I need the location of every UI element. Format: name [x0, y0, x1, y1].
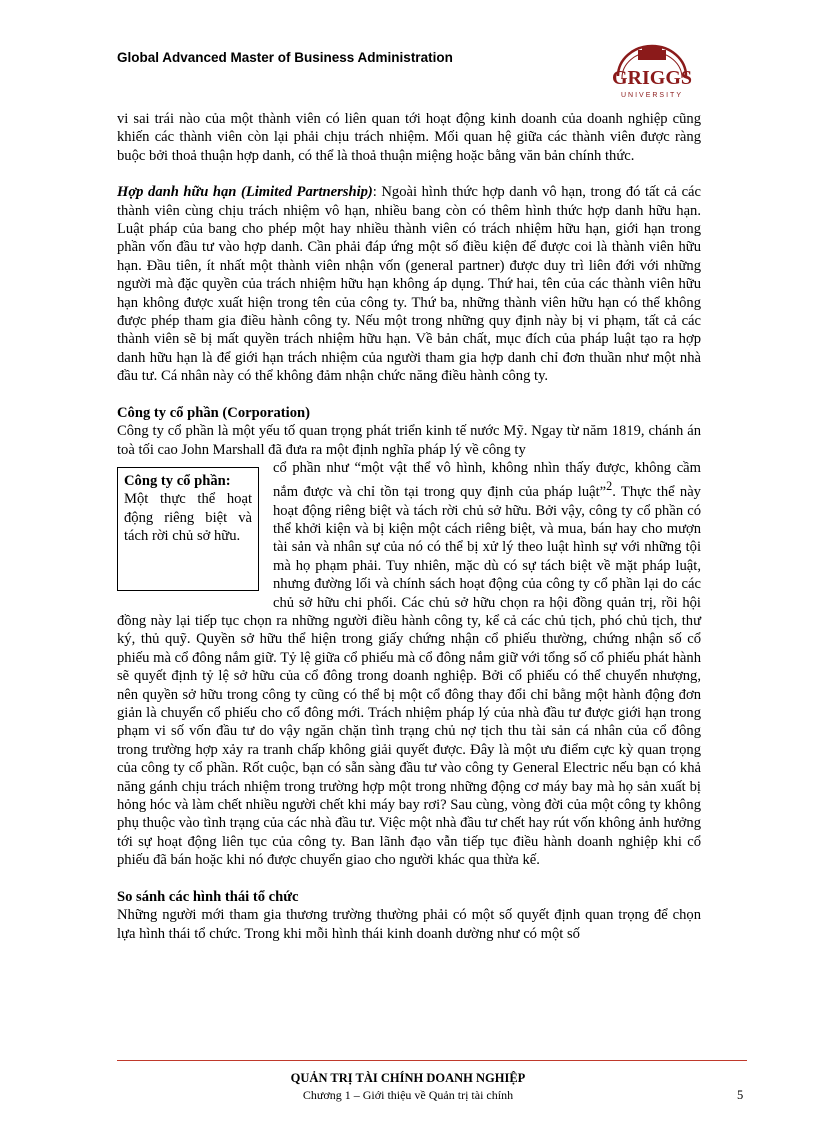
callout-body: Một thực thể hoạt động riêng biệt và tách rời chủ sở hữu. [124, 491, 252, 545]
paragraph-general-partnership: vi sai trái nào của một thành viên có liên quan tới hoạt động kinh doanh của doanh nghiệp cũng khiến các thành viên còn lại phải chịu trách nhiệm. Mối quan hệ giữa các thành viên được ràng buộc bởi thoả thuận hợp danh, có thể là thoả thuận miệng hoặc bằng văn bản chính thức. [117, 111, 701, 164]
term-limited-partnership: Hợp danh hữu hạn (Limited Partnership) [117, 184, 373, 201]
callout-title: Công ty cổ phần: [124, 472, 231, 489]
heading-comparison: So sánh các hình thái tổ chức [117, 888, 299, 905]
page-number: 5 [737, 1088, 744, 1102]
paragraph-comparison: Những người mới tham gia thương trường thường phải có một số quyết định quan trọng để chọn lựa hình thái tổ chức. Trong khi mỗi hình thái kinh doanh dường như có một số [117, 907, 701, 942]
definition-callout-box [117, 467, 259, 591]
heading-corporation: Công ty cổ phần (Corporation) [117, 404, 310, 421]
paragraph-limited-partnership [117, 183, 701, 385]
griggs-university-logo [598, 40, 706, 106]
document-body [117, 110, 701, 943]
footer-divider [117, 1060, 747, 1061]
footer-title: QUẢN TRỊ TÀI CHÍNH DOANH NGHIỆP [290, 1071, 526, 1085]
paragraph-corporation-intro: Công ty cổ phần là một yếu tố quan trọng phát triển kinh tế nước Mỹ. Ngay từ năm 1819, chánh án toà tối cao John Marshall đã đưa ra một định nghĩa pháp lý về công ty [117, 423, 701, 458]
limited-partnership-text: : Ngoài hình thức hợp danh vô hạn, trong đó tất cả các thành viên cùng chịu trách nhiệm vô hạn, nhiều bang còn có thêm hình thức hợp danh hữu hạn. Luật pháp của bang cho phép một hay nhiều thành viên có trách nhiệm hữu hạn, giới hạn trong phần vốn đầu tư vào hợp danh. Cần phải đáp ứng một số điều kiện để được coi là thành viên hữu hạn. Đầu tiên, ít nhất một thành viên nhận vốn (general partner) được duy trì liên đới với những người mà đặc quyền của trách nhiệm hữu hạn không áp dụng. Thứ hai, tên của các thành viên hữu hạn không được xuất hiện trong tên của công ty. Thứ ba, những thành viên hữu hạn có thể không được phép tham gia điều hành công ty. Nếu một trong những quy định này bị vi phạm, tất cả các thành viên sẽ bị mất quyền trách nhiệm hữu hạn. Về bản chất, mục đích của pháp luật tạo ra hợp danh hữu hạn là để giới hạn trách nhiệm của người tham gia hợp danh chỉ đơn thuần như một nhà đầu tư. Cá nhân này có thể không đảm nhận chức năng điều hành công ty. [117, 184, 702, 385]
corporation-body-text: . Thực thể này hoạt động riêng biệt và tách rời chủ sở hữu. Bởi vậy, công ty cổ phần có thể khởi kiện và bị kiện một cách riêng biệt, và mua, bán hay cho mượn tài sản và nhân sự của nó có thể bị xử lý theo luật hình sự với những tội mà họ phạm phải. Tuy nhiên, mặc dù có sự tách biệt về mặt pháp luật, nhưng đường lối và chính sách hoạt động của công ty cổ phần lại do các chủ sở hữu chi phối. Các chủ sở hữu chọn ra hội đồng quản trị, rồi hội đồng này lại tiếp tục chọn ra những người điều hành công ty, kể cả các chủ tịch, phó chủ tịch, thư ký, thủ quỹ. Quyền sở hữu thể hiện trong giấy chứng nhận cổ phiếu thường, chứng nhận số cổ phiếu mà cổ đông nắm giữ. Tỷ lệ giữa cổ phiếu mà cổ đông nắm giữ với tổng số cổ phiếu phát hành sẽ quyết định tỷ lệ sở hữu của cổ đông trong doanh nghiệp. Bởi cổ phiếu có thể chuyển nhượng, nên quyền sở hữu trong công ty cũng có thể bị một cổ đông thay đổi chỉ bằng một hành động đơn giản là chuyển cổ phiếu cho cổ đông mới. Trách nhiệm pháp lý của nhà đầu tư được giới hạn trong phạm vi số vốn đầu tư do vậy ngăn chặn tình trạng chủ nợ tịch thu tài sản cá nhân của cổ đông trong trường hợp xảy ra tranh chấp không giải quyết được. Đây là một ưu điểm cực kỳ quan trọng của công ty cổ phần. Rốt cuộc, bạn có sẵn sàng đầu tư vào công ty General Electric nếu bạn có khả năng gánh chịu trách nhiệm trong trường hợp một trong những động cơ máy bay mà họ sản xuất bị hỏng hóc và làm chết nhiều người chết khi máy bay rơi? Sau cùng, vòng đời của một công ty không phụ thuộc vào tình trạng của các nhà đầu tư. Việc một nhà đầu tư chết hay rút vốn không ảnh hưởng tới sự hoạt động liên tục của công ty. Ban lãnh đạo vẫn tiếp tục điều hành doanh nghiệp khi cổ phiếu đã bán hoặc khi nó được chuyển giao cho người khác qua thừa kế. [117, 484, 701, 869]
footer-chapter: Chương 1 – Giới thiệu về Quản trị tài chính [302, 1088, 514, 1102]
corporation-definition-text: cổ phần như “một vật thể vô hình, không nhìn thấy được, không cầm nắm được và chỉ tồn tại trong quy định của pháp luật” [273, 459, 701, 501]
document-header-title: Global Advanced Master of Business Administration [117, 50, 453, 65]
logo-subtext: UNIVERSITY [620, 92, 684, 99]
footnote-marker: 2 [606, 479, 613, 494]
logo-wordmark: GRIGGS [611, 67, 693, 89]
